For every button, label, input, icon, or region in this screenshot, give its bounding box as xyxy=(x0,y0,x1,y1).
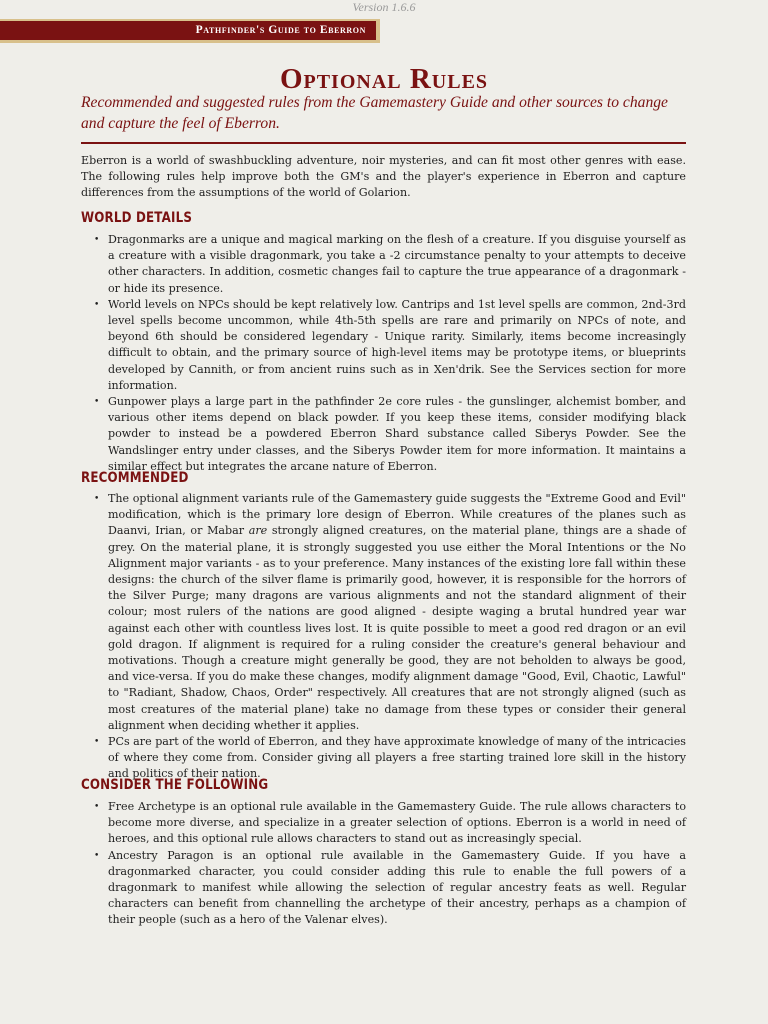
list-item-text: strongly aligned creatures, on the material plane, things are a shade of grey. On the material plane, it is strongly suggested you use either the Moral Intentions or the No Alignment major variants - as to your preference. Many instances of the existing lore fall within these designs: the church of the silver flame is primarily good, however, it is responsible for the horrors of the Silver Purge; many dragons are various alignments and not the standard alignment of their colour; most rulers of the nations are good aligned - desipte waging a brutal hundred year war against each other with countless lives lost. It is quite possible to meet a good red dragon or an evil gold dragon. If alignment is required for a ruling consider the creature's general behaviour and motivations. Though a creature might generally be good, they are not beholden to always be good, and vice-versa. If you do make these changes, modify alignment damage "Good, Evil, Chaotic, Lawful" to "Radiant, Shadow, Chaos, Order" respectively. All creatures that are not strongly aligned (such as most creatures of the material plane) take no damage from these types or consider their general alignment when deciding whether it applies. xyxy=(108,524,686,732)
list-item-text: World levels on NPCs should be kept relatively low. Cantrips and 1st level spells are common, 2nd-3rd level spells become uncommon, while 4th-5th spells are rare and primarily on NPCs of note, and beyond 6th should be considered legendary - Unique rarity. Similarly, items become increasingly difficult to obtain, and the primary source of high-level items may be prototype items, or blueprints developed by Cannith, or from ancient ruins such as in Xen'drik. See the Services section for more information. xyxy=(108,297,686,392)
list-item xyxy=(91,799,686,848)
bullet-icon: • xyxy=(94,802,100,812)
bullet-icon: • xyxy=(94,235,100,245)
bullet-icon: • xyxy=(94,494,100,504)
title-divider xyxy=(81,142,686,144)
page-subtitle: Recommended and suggested rules from the Gamemastery Guide and other sources to change and capture the feel of Eberron. xyxy=(81,94,668,132)
list-item-text: Ancestry Paragon is an optional rule available in the Gamemastery Guide. If you have a dragonmarked character, you could consider adding this rule to enable the full powers of a dragonmark to manifest while allowing the selection of regular ancestry feats as well. Regular characters can benefit from channelling the archetype of their ancestry, perhaps as a champion of their people (such as a hero of the Valenar elves). xyxy=(108,848,686,927)
bullet-icon: • xyxy=(94,737,100,748)
list-item xyxy=(91,297,686,394)
book-title-banner xyxy=(0,19,380,43)
list-item xyxy=(91,394,686,475)
list-item xyxy=(91,491,686,734)
emphasis-text: are xyxy=(248,524,268,538)
list-item xyxy=(91,848,686,929)
consider-list xyxy=(91,799,686,929)
section-heading-consider-the-following: CONSIDER THE FOLLOWING xyxy=(81,777,269,793)
world-details-list xyxy=(91,232,686,475)
list-item-text: Free Archetype is an optional rule available in the Gamemastery Guide. The rule allows characters to become more diverse, and specialize in a greater selection of options. Eberron is a world in need of heroes, and this optional rule allows characters to stand out as increasingly special. xyxy=(108,800,686,846)
intro-paragraph: Eberron is a world of swashbuckling adventure, noir mysteries, and can fit most other genres with ease. The following rules help improve both the GM's and the player's experience in Eberron and capture differences from the assumptions of the world of Golarion. xyxy=(81,154,686,200)
list-item-text: PCs are part of the world of Eberron, and they have approximate knowledge of many of the intricacies of where they come from. Consider giving all players a free starting trained lore skill in the history and politics of their nation. xyxy=(108,735,686,781)
list-item-text: The optional alignment variants rule of the Gamemastery guide suggests the "Extreme Good and Evil" modification, which is the primary lore design of Eberron. While creatures of the planes such as Daanvi, Irian, or Mabar xyxy=(108,492,686,538)
version-label: Version 1.6.6 xyxy=(352,0,416,14)
list-item xyxy=(91,232,686,297)
page-title: Optional Rules xyxy=(279,63,489,95)
section-heading-world-details: WORLD DETAILS xyxy=(81,210,193,226)
bullet-icon: • xyxy=(94,397,100,408)
bullet-icon: • xyxy=(94,299,100,310)
list-item-text: Gunpower plays a large part in the pathfinder 2e core rules - the gunslinger, alchemist bomber, and various other items depend on black powder. If you keep these items, consider modifying black powder to instead be a powdered Eberron Shard substance called Siberys Powder. See the Wandslinger entry under classes, and the Siberys Powder item for more information. It maintains a similar effect but integrates the arcane nature of Eberron. xyxy=(108,395,686,473)
book-title: Pathfinder's Guide to Eberron xyxy=(0,21,376,40)
section-heading-recommended: RECOMMENDED xyxy=(81,470,189,486)
list-item-text: Dragonmarks are a unique and magical marking on the flesh of a creature. If you disguise yourself as a creature with a visible dragonmark, you take a -2 circumstance penalty to your attempts to deceive other characters. In addition, cosmetic changes fail to capture the true appearance of a dragonmark - or hide its presence. xyxy=(108,233,686,295)
recommended-list xyxy=(91,491,686,783)
bullet-icon: • xyxy=(94,850,100,861)
